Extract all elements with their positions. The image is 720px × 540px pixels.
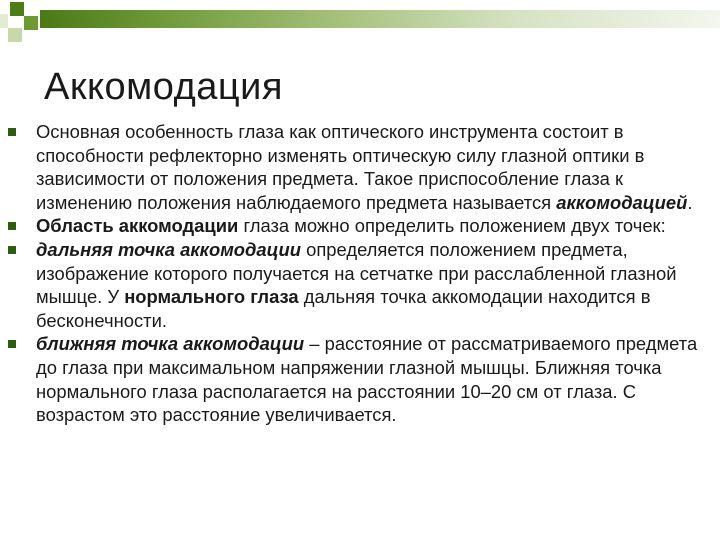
square-bullet-icon (8, 246, 16, 254)
square-bullet-icon (8, 340, 16, 348)
decor-square-icon (10, 2, 24, 16)
bullet-text: глаза можно определить положением двух точек: (238, 215, 666, 237)
square-bullet-icon (8, 222, 16, 230)
decor-square-icon (0, 14, 8, 28)
bullet-text: Основная особенность глаза как оптического инструмента состоит в способности рефлекторно изменять оптическую силу глазной оптики в зависимости от положения предмета. Такое приспособление глаза к изменению положения наблюдаемого предмета называется (36, 121, 645, 213)
bullet-item-range (6, 214, 712, 238)
term-accommodation-range: Область аккомодации (36, 215, 239, 237)
term-far-point: дальняя точка аккомодации (36, 238, 301, 260)
bullet-text: определяется положением предмета, изображение которого получается на сетчатке при расслабленной глазной мышце. У (36, 238, 677, 308)
term-near-point: ближняя точка аккомодации (36, 333, 305, 355)
bullet-text: – расстояние от рассматриваемого предмета до глаза при максимальном напряжении глазной мышцы. Ближняя точка нормального глаза располагается на расстоянии 10–20 см от глаза. С возрастом это расстояние увеличивается. (36, 333, 698, 426)
slide-title: Аккомодация (44, 66, 283, 108)
term-accommodation: аккомодацией (556, 191, 688, 213)
term-normal-eye: нормального глаза (124, 286, 299, 308)
header-decoration (0, 0, 720, 44)
square-bullet-icon (8, 128, 16, 136)
bullet-list (6, 120, 712, 427)
decor-square-icon (24, 16, 38, 30)
decor-square-icon (8, 28, 22, 42)
bullet-item-definition (6, 120, 712, 214)
bullet-text: дальняя точка аккомодации находится в бесконечности. (36, 286, 651, 331)
header-gradient-bar (40, 10, 720, 28)
bullet-item-far-point (6, 238, 712, 332)
bullet-item-near-point (6, 332, 712, 426)
bullet-text: . (687, 191, 693, 213)
